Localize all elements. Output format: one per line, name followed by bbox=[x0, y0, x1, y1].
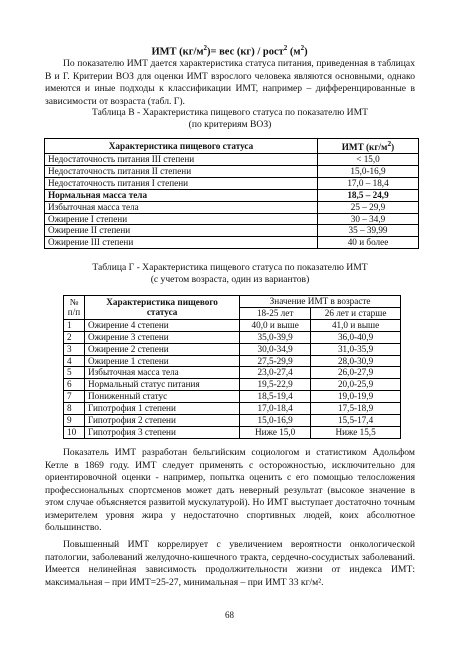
cell-number: 2 bbox=[64, 331, 85, 343]
cell-status: Ожирение 3 степени bbox=[85, 331, 240, 343]
header-imt: ИМТ $(кг/м^2)$ bbox=[318, 139, 419, 154]
table-row bbox=[64, 426, 401, 438]
cell-value: 25 – 29,9 bbox=[318, 201, 419, 213]
cell-status: Ожирение 1 степени bbox=[85, 355, 240, 367]
bmi-formula: ИМТ $(кг/м^2)=$ вес (кг) / рост$^2$ $(м^2)$ bbox=[151, 44, 308, 58]
cell-status: Ожирение II степени bbox=[45, 225, 318, 237]
cell-age-18-25: 30,0-34,9 bbox=[240, 343, 311, 355]
table-row bbox=[45, 213, 419, 225]
cell-value: 30 – 34,9 bbox=[318, 213, 419, 225]
paragraph-intro: По показателю ИМТ дается характеристика статуса питания, приведенная в таблицах В и Г. Критерии ВОЗ для оценки ИМТ взрослого человека являются основными, однако имеются и иные подходы к классификации ИМТ, например – дифференцированные в зависимости от возраста (табл. Г). bbox=[45, 58, 415, 107]
cell-status: Ожирение 4 степени bbox=[85, 319, 240, 331]
cell-age-18-25: 35,0-39,9 bbox=[240, 331, 311, 343]
cell-status: Пониженный статус bbox=[85, 391, 240, 403]
cell-age-26-plus: Ниже 15,5 bbox=[311, 426, 401, 438]
cell-value: 40 и более bbox=[318, 237, 419, 249]
cell-age-26-plus: 20,0-25,9 bbox=[311, 379, 401, 391]
table-row bbox=[64, 343, 401, 355]
cell-status: Недостаточность питания III степени bbox=[45, 153, 318, 165]
table-row bbox=[64, 355, 401, 367]
table-header-row bbox=[64, 296, 401, 308]
cell-number: 10 bbox=[64, 426, 85, 438]
cell-value: 35 – 39,99 bbox=[318, 225, 419, 237]
header-age-group: Значение ИМТ в возрасте bbox=[240, 296, 401, 308]
table-b bbox=[44, 138, 419, 249]
cell-number: 3 bbox=[64, 343, 85, 355]
table-row-normal bbox=[45, 189, 419, 201]
cell-age-26-plus: 26,0-27,9 bbox=[311, 367, 401, 379]
header-age-26-plus: 26 лет и старше bbox=[311, 307, 401, 319]
page-number: 68 bbox=[225, 610, 234, 620]
cell-number: 4 bbox=[64, 355, 85, 367]
cell-age-18-25: 23,0-27,4 bbox=[240, 367, 311, 379]
cell-value: 15,0-16,9 bbox=[318, 165, 419, 177]
cell-age-26-plus: 15,5-17,4 bbox=[311, 415, 401, 427]
cell-status: Ожирение III степени bbox=[45, 237, 318, 249]
cell-age-26-plus: 31,0-35,9 bbox=[311, 343, 401, 355]
cell-status: Ожирение 2 степени bbox=[85, 343, 240, 355]
cell-status: Ожирение I степени bbox=[45, 213, 318, 225]
header-age-18-25: 18-25 лет bbox=[240, 307, 311, 319]
cell-age-26-plus: 28,0-30,9 bbox=[311, 355, 401, 367]
table-g bbox=[63, 295, 401, 439]
cell-age-18-25: 40,0 и выше bbox=[240, 319, 311, 331]
cell-status: Нормальная масса тела bbox=[45, 189, 318, 201]
table-row bbox=[64, 331, 401, 343]
cell-number: 8 bbox=[64, 403, 85, 415]
table-row bbox=[64, 403, 401, 415]
table-row bbox=[45, 177, 419, 189]
cell-status: Избыточная масса тела bbox=[85, 367, 240, 379]
cell-value: 17,0 – 18,4 bbox=[318, 177, 419, 189]
cell-status: Гипотрофия 3 степени bbox=[85, 426, 240, 438]
cell-number: 7 bbox=[64, 391, 85, 403]
cell-status: Гипотрофия 1 степени bbox=[85, 403, 240, 415]
header-status: Характеристика пищевого статуса bbox=[45, 139, 318, 154]
cell-age-18-25: 18,5-19,4 bbox=[240, 391, 311, 403]
cell-value: < 15,0 bbox=[318, 153, 419, 165]
paragraph-history: Показатель ИМТ разработан бельгийским социологом и статистиком Адольфом Кетле в 1869 году. ИМТ следует применять с осторожностью, исключительно для ориентировочной оценки - например, попытка оценить с его помощью телосложения профессиональных спортсменов может дать неверный результат (высокое значение в этом случае объясняется развитой мускулатурой). Но ИМТ выступает достаточно точным измерителем уровня жира у недостаточно спортивных людей, коих абсолютное большинство. bbox=[45, 447, 415, 533]
table-row bbox=[45, 153, 419, 165]
header-number: № п/п bbox=[64, 296, 85, 320]
cell-age-18-25: 27,5-29,9 bbox=[240, 355, 311, 367]
cell-age-26-plus: 17,5-18,9 bbox=[311, 403, 401, 415]
table-b-caption: Таблица В - Характеристика пищевого статуса по показателю ИМТ (по критериям ВОЗ) bbox=[91, 107, 369, 130]
cell-age-18-25: 19,5-22,9 bbox=[240, 379, 311, 391]
cell-number: 6 bbox=[64, 379, 85, 391]
table-row bbox=[45, 237, 419, 249]
table-header-row bbox=[45, 139, 419, 154]
table-g-body bbox=[64, 319, 401, 438]
cell-age-18-25: 17,0-18,4 bbox=[240, 403, 311, 415]
cell-number: 1 bbox=[64, 319, 85, 331]
paragraph-risks: Повышенный ИМТ коррелирует с увеличением вероятности онкологической патологии, заболеваний желудочно-кишечного тракта, сердечно-сосудистых заболеваний. Имеется нелинейная зависимость продолжительности жизни от индекса ИМТ: максимальная – при ИМТ=25-27, минимальная – при ИМТ 33 кг/м². bbox=[45, 539, 415, 588]
table-row bbox=[45, 225, 419, 237]
cell-status: Нормальный статус питания bbox=[85, 379, 240, 391]
table-row bbox=[45, 165, 419, 177]
cell-status: Гипотрофия 2 степени bbox=[85, 415, 240, 427]
table-b-body bbox=[45, 153, 419, 248]
cell-status: Недостаточность питания I степени bbox=[45, 177, 318, 189]
cell-age-26-plus: 41,0 и выше bbox=[311, 319, 401, 331]
cell-age-26-plus: 36,0-40,9 bbox=[311, 331, 401, 343]
cell-age-26-plus: 19,0-19,9 bbox=[311, 391, 401, 403]
table-row bbox=[64, 367, 401, 379]
cell-status: Недостаточность питания II степени bbox=[45, 165, 318, 177]
table-row bbox=[64, 319, 401, 331]
table-g-caption: Таблица Г - Характеристика пищевого статуса по показателю ИМТ (с учетом возраста, один из вариантов) bbox=[92, 262, 368, 285]
cell-age-18-25: 15,0-16,9 bbox=[240, 415, 311, 427]
cell-age-18-25: Ниже 15,0 bbox=[240, 426, 311, 438]
table-row bbox=[64, 391, 401, 403]
table-row bbox=[64, 415, 401, 427]
cell-status: Избыточная масса тела bbox=[45, 201, 318, 213]
header-status: Характеристика пищевого статуса bbox=[85, 296, 240, 320]
cell-number: 5 bbox=[64, 367, 85, 379]
table-row bbox=[64, 379, 401, 391]
table-row bbox=[45, 201, 419, 213]
cell-value: 18,5 – 24,9 bbox=[318, 189, 419, 201]
cell-number: 9 bbox=[64, 415, 85, 427]
